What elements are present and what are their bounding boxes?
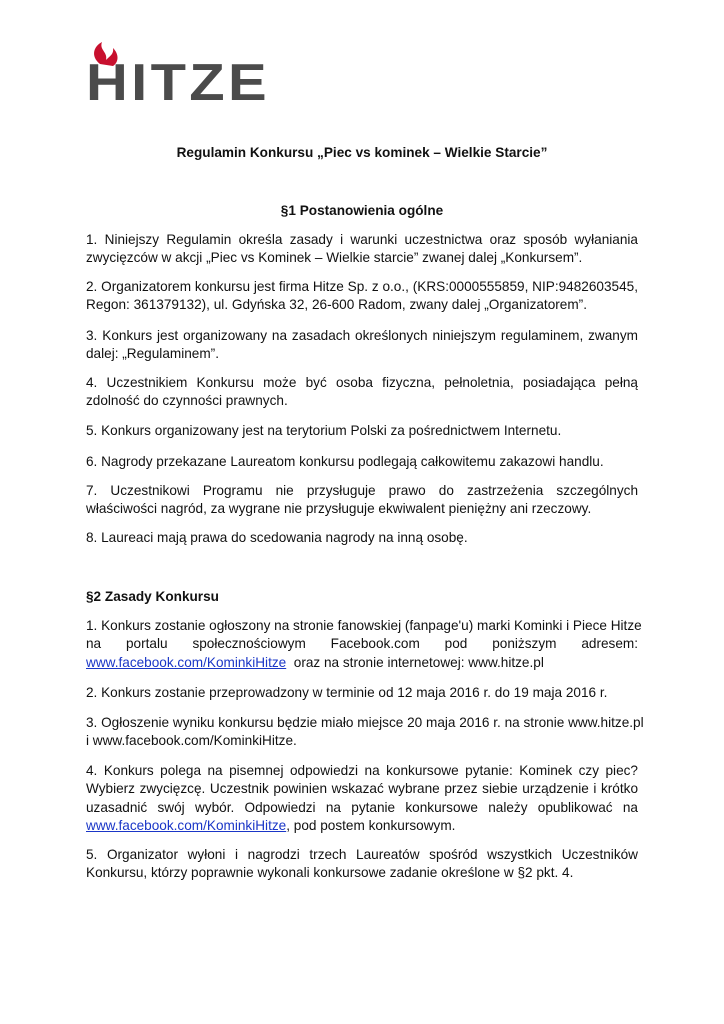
- text-line: i www.facebook.com/KominkiHitze.: [86, 733, 297, 749]
- text-fragment: oraz na stronie internetowej: www.hitze.pl: [286, 654, 544, 670]
- section1-item: 6. Nagrody przekazane Laureatom konkursu podlegają całkowitemu zakazowi handlu.: [86, 454, 604, 469]
- text-line: uzasadnić swój wybór. Odpowiedzi na pytanie konkursowe należy opublikować na: [86, 799, 638, 815]
- section1-item: 4. Uczestnikiem Konkursu może być osoba fizyczna, pełnoletnia, posiadająca pełną zdolność do czynności prawnych.: [86, 375, 638, 409]
- text-line: 3. Ogłoszenie wyniku konkursu będzie miało miejsce 20 maja 2016 r. na stronie www.hitze.pl: [86, 715, 644, 730]
- facebook-link[interactable]: www.facebook.com/KominkiHitze: [86, 818, 287, 834]
- text-line: 5. Organizator wyłoni i nagrodzi trzech Laureatów spośród wszystkich Uczestników: [86, 847, 638, 862]
- section1-item: 1. Niniejszy Regulamin określa zasady i warunki uczestnictwa oraz sposób wyłaniania zwycięzców w akcji „Piec vs Kominek – Wielkie starcie” zwanej dalej „Konkursem”.: [86, 232, 638, 266]
- text-line: 4. Konkurs polega na pisemnej odpowiedzi na konkursowe pytanie: Kominek czy piec?: [86, 763, 638, 778]
- logo-text: HITZE: [86, 54, 270, 102]
- facebook-link[interactable]: www.facebook.com/KominkiHitze: [86, 654, 287, 670]
- document-title: Regulamin Konkursu „Piec vs kominek – Wielkie Starcie”: [176, 145, 548, 160]
- section2-item-3: [86, 714, 644, 751]
- text-line: 1. Konkurs zostanie ogłoszony na stronie fanowskiej (fanpage'u) marki Kominki i Piece Hitze: [86, 618, 642, 633]
- section1-title: §1 Postanowienia ogólne: [280, 203, 444, 218]
- section1-item: 2. Organizatorem konkursu jest firma Hitze Sp. z o.o., (KRS:0000555859, NIP:9482603545, Regon: 361379132), ul. Gdyńska 32, 26-600 Radom, zwany dalej „Organizatorem”.: [86, 279, 638, 313]
- section1-item: 3. Konkurs jest organizowany na zasadach określonych niniejszym regulaminem, zwanym dalej: „Regulaminem”.: [86, 328, 638, 362]
- section2-item-2: 2. Konkurs zostanie przeprowadzony w terminie od 12 maja 2016 r. do 19 maja 2016 r.: [86, 685, 608, 700]
- section2-item-4: [86, 762, 638, 836]
- section2-item-5: [86, 846, 638, 883]
- section1-item: 5. Konkurs organizowany jest na terytorium Polski za pośrednictwem Internetu.: [86, 423, 562, 438]
- section2-title: §2 Zasady Konkursu: [86, 589, 219, 604]
- text-line: [86, 817, 638, 835]
- text-fragment: , pod postem konkursowym.: [286, 818, 456, 834]
- section1-item: 8. Laureaci mają prawa do scedowania nagrody na inną osobę.: [86, 530, 468, 545]
- hitze-logo: [86, 40, 270, 102]
- text-line: Wybierz zwycięzcę. Uczestnik powinien wskazać wybrane przez siebie urządzenie i krótko: [86, 781, 638, 797]
- text-line: Konkursu, którzy poprawnie wykonali konkursowe zadanie określone w §2 pkt. 4.: [86, 865, 574, 881]
- text-line: na portalu społecznościowym Facebook.com pod poniższym adresem:: [86, 636, 638, 652]
- section2-item-1: [86, 617, 642, 672]
- section1-item: 7. Uczestnikowi Programu nie przysługuje prawo do zastrzeżenia szczególnych właściwości nagród, za wygrane nie przysługuje ekwiwalent pieniężny ani rzeczowy.: [86, 483, 638, 517]
- text-line: [86, 654, 638, 672]
